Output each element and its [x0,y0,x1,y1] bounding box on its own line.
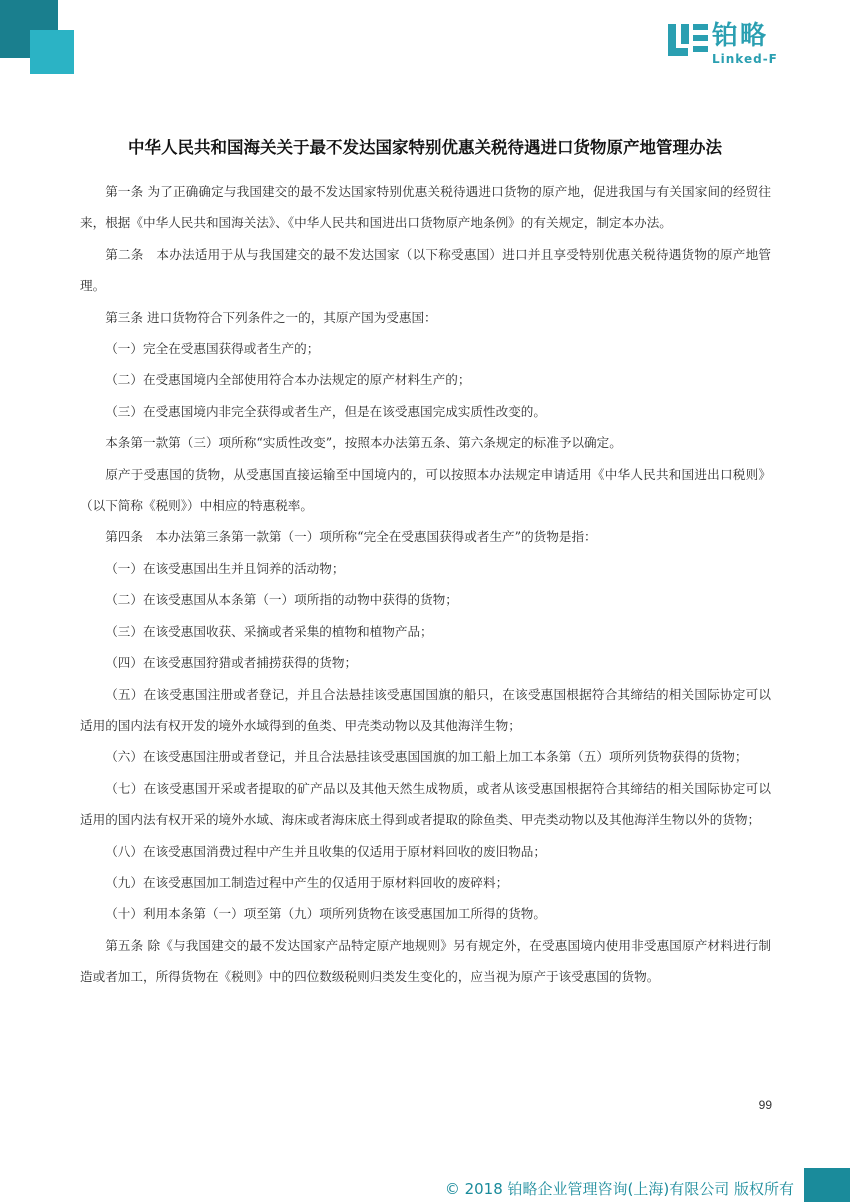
article-3-note-2: 原产于受惠国的货物，从受惠国直接运输至中国境内的，可以按照本办法规定申请适用《中华人民共和国进出口税则》（以下简称《税则》）中相应的特惠税率。 [80,466,771,514]
article-4-item-1: （一）在该受惠国出生并且饲养的活动物； [105,560,345,576]
logo-chinese-text: 铂略 [712,21,769,51]
company-logo [668,20,798,68]
article-3-item-2: （二）在受惠国境内全部使用符合本办法规定的原产材料生产的； [105,372,471,388]
footer-copyright: © 2018 铂略企业管理咨询(上海)有限公司 版权所有 [444,1180,794,1198]
article-3-note-1: 本条第一款第（三）项所称“实质性改变”，按照本办法第五条、第六条规定的标准予以确定。 [105,435,622,451]
article-4-item-4: （四）在该受惠国狩猎或者捕捞获得的货物； [105,655,358,671]
article-5: 第五条 除《与我国建交的最不发达国家产品特定原产地规则》另有规定外，在受惠国境内使用非受惠国原产材料进行制造或者加工，所得货物在《税则》中的四位数级税则归类发生变化的，应当视为原产于该受惠国的货物。 [80,937,771,985]
article-3-item-3: （三）在受惠国境内非完全获得或者生产，但是在该受惠国完成实质性改变的。 [105,403,546,419]
article-4-item-10: （十）利用本条第（一）项至第（九）项所列货物在该受惠国加工所得的货物。 [105,906,546,922]
article-2: 第二条 本办法适用于从与我国建交的最不发达国家（以下称受惠国）进口并且享受特别优惠关税待遇货物的原产地管理。 [80,246,771,294]
article-3-item-1: （一）完全在受惠国获得或者生产的； [105,341,320,357]
article-4-item-3: （三）在该受惠国收获、采摘或者采集的植物和植物产品； [105,623,433,639]
article-1: 第一条 为了正确确定与我国建交的最不发达国家特别优惠关税待遇进口货物的原产地，促进我国与有关国家间的经贸往来，根据《中华人民共和国海关法》、《中华人民共和国进出口货物原产地条例》的有关规定，制定本办法。 [80,184,771,231]
article-4-item-7: （七）在该受惠国开采或者提取的矿产品以及其他天然生成物质，或者从该受惠国根据符合其缔结的相关国际协定可以适用的国内法有权开采的境外水域、海床或者海床底土得到或者提取的除鱼类、甲壳类动物以及其他海洋生物以外的货物； [80,780,771,828]
corner-decoration-bottom [804,1168,850,1202]
page-number: 99 [758,1098,772,1112]
article-4-item-8: （八）在该受惠国消费过程中产生并且收集的仅适用于原材料回收的废旧物品； [105,843,546,859]
article-4-item-2: （二）在该受惠国从本条第（一）项所指的动物中获得的货物； [105,592,458,608]
logo-mark-icon [668,20,708,60]
logo-english-text: Linked-F [712,52,778,66]
article-4-item-6: （六）在该受惠国注册或者登记，并且合法悬挂该受惠国国旗的加工船上加工本条第（五）项所列货物获得的货物； [105,749,748,765]
article-4-item-9: （九）在该受惠国加工制造过程中产生的仅适用于原材料回收的废碎料； [105,874,509,890]
document-title: 中华人民共和国海关关于最不发达国家特别优惠关税待遇进口货物原产地管理办法 [128,138,722,158]
document-body [80,176,771,993]
article-3: 第三条 进口货物符合下列条件之一的，其原产国为受惠国： [105,309,437,325]
corner-decoration-light [30,30,74,74]
article-4: 第四条 本办法第三条第一款第（一）项所称“完全在受惠国获得或者生产”的货物是指： [105,529,597,545]
article-4-item-5: （五）在该受惠国注册或者登记，并且合法悬挂该受惠国国旗的船只，在该受惠国根据符合其缔结的相关国际协定可以适用的国内法有权开发的境外水域得到的鱼类、甲壳类动物以及其他海洋生物； [80,686,771,733]
